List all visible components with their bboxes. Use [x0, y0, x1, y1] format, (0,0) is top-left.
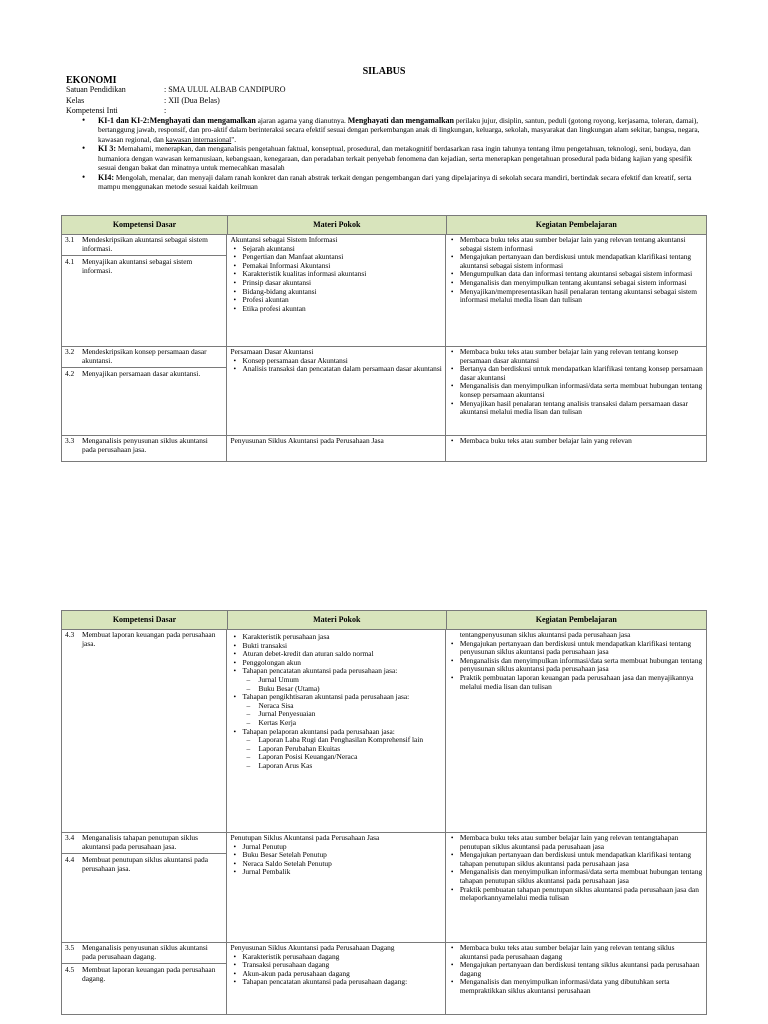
- meta-value: :: [164, 106, 167, 115]
- list-item: • Mengumpulkan data dan informasi tentang akuntansi sebagai sistem informasi: [449, 270, 703, 279]
- sub-list-item: – Kertas Kerja: [230, 719, 441, 728]
- ki3-head: KI 3:: [98, 144, 116, 154]
- list-item: • Mengajukan pertanyaan dan berdiskusi untuk mendapatkan klarifikasi tentang tahapan penutupan siklus akuntansi pada perusahaan jasa: [449, 851, 703, 868]
- kd-number: 4.1: [65, 257, 75, 267]
- page-title: SILABUS: [362, 66, 406, 77]
- meta-value: : XII (Dua Belas): [164, 95, 220, 105]
- kd-number: 4.5: [65, 965, 75, 975]
- kd-text: Mendeskripsikan akuntansi sebagai sistem informasi.: [82, 235, 208, 253]
- list-item: • Bidang-bidang akuntansi: [230, 288, 441, 297]
- sub-list-item: – Buku Besar (Utama): [230, 685, 441, 694]
- list-item: [230, 693, 441, 727]
- meta-key: Kompetensi Inti: [66, 106, 118, 115]
- materi-cell: [227, 436, 445, 461]
- kegiatan-list: [449, 236, 703, 305]
- table-row: [61, 436, 707, 462]
- kd-text: Menganalisis penyusunan siklus akuntansi pada perusahaan jasa.: [82, 436, 208, 454]
- kegiatan-list: [449, 348, 703, 417]
- materi-list: [230, 357, 441, 374]
- materi-title: Penyusunan Siklus Akuntansi pada Perusahaan Dagang: [230, 943, 395, 952]
- sub-list-item: – Neraca Sisa: [230, 702, 441, 711]
- list-item: • Karakteristik perusahaan dagang: [230, 953, 441, 962]
- list-item: [230, 667, 441, 693]
- kd-cell: [62, 833, 227, 942]
- sub-list-item: – Laporan Arus Kas: [230, 762, 441, 771]
- table-row: [61, 347, 707, 436]
- kd-text: Membuat penutupan siklus akuntansi pada perusahaan jasa.: [82, 855, 209, 873]
- list-item: • Karakteristik kualitas informasi akuntansi: [230, 270, 441, 279]
- list-item: • Buku Besar Setelah Penutup: [230, 851, 441, 860]
- list-item: • Penggolongan akun: [230, 659, 441, 668]
- kd-text: Menyajikan akuntansi sebagai sistem informasi.: [82, 257, 193, 275]
- list-item: • Membaca buku teks atau sumber belajar lain yang relevan: [449, 437, 703, 446]
- header-kompetensi-dasar: Kompetensi Dasar: [62, 216, 228, 234]
- kd-number: 3.3: [65, 436, 75, 445]
- kd-number: 3.1: [65, 235, 75, 244]
- ki12-text-2: perilaku jujur, disiplin, santun, peduli (gotong royong, kerjasama, toleran, damai), bertanggung jawab, responsif, dan pro-aktif dalam berinteraksi secara efektif sesuai dengan perkembangan anak di lingkungan, keluarga, sekolah, masyarakat dan lingkungan alam sekitar, bangsa, negara, kawasan regional, dan: [98, 116, 700, 144]
- kd-item: [62, 367, 226, 381]
- kd-text: Menganalisis penyusunan siklus akuntansi pada perusahaan dagang.: [82, 943, 208, 961]
- kd-item: [65, 437, 223, 456]
- kd-text: Menganalisis tahapan penutupan siklus akuntansi pada perusahaan jasa.: [82, 833, 198, 851]
- subject-heading: EKONOMI: [66, 75, 117, 86]
- list-item: • Konsep persamaan dasar Akuntansi: [230, 357, 441, 366]
- list-item: • Menganalisis dan menyimpulkan informasi/data serta membuat hubungan tentang penyusunan siklus akuntansi pada perusahaan jasa: [449, 657, 703, 674]
- list-item: • Mengajukan pertanyaan dan berdiskusi untuk mendapatkan klarifikasi tentang akuntansi sebagai sistem informasi: [449, 253, 703, 270]
- list-item: • Menganalisis dan menyimpulkan informasi/data serta membuat hubungan tentang konsep persamaan akuntansi: [449, 382, 703, 399]
- list-item: • Menganalisis dan menyimpulkan tentang akuntansi sebagai sistem informasi: [449, 279, 703, 288]
- materi-cell: [227, 943, 445, 1014]
- kd-item: [65, 236, 223, 255]
- ki12-bold-2: Menghayati dan mengamalkan: [347, 116, 454, 125]
- list-item: • Mengajukan pertanyaan dan berdiskusi tentang siklus akuntansi pada perusahaan dagang: [449, 961, 703, 978]
- kd-item: [65, 631, 223, 650]
- kegiatan-list: [449, 437, 703, 446]
- materi-cell: [227, 630, 445, 832]
- kegiatan-cell: [446, 833, 706, 942]
- list-item: • Analisis transaksi dan pencatatan dalam persamaan dasar akuntansi: [230, 365, 441, 374]
- header-materi-pokok: Materi Pokok: [228, 611, 447, 629]
- table-row: [61, 943, 707, 1015]
- kegiatan-list: [449, 834, 703, 903]
- sub-list-item: – Laporan Posisi Keuangan/Neraca: [230, 753, 441, 762]
- ki4-text: Mengolah, menalar, dan menyaji dalam ranah konkret dan ranah abstrak terkait dengan pengembangan dari yang dipelajarinya di sekolah secara mandiri, bertindak secara efektif dan kreatif, serta mampu menggunakan metode sesuai kaidah keilmuan: [98, 172, 692, 192]
- kd-cell: [62, 943, 227, 1014]
- list-item: • Neraca Saldo Setelah Penutup: [230, 860, 441, 869]
- kd-number: 3.4: [65, 833, 75, 842]
- list-item: • Menyajikan/mempresentasikan hasil penalaran tentang akuntansi sebagai sistem informasi melalui media lisan dan tulisan: [449, 288, 703, 305]
- kd-cell: [62, 436, 227, 461]
- list-item: • Menyajikan hasil penalaran tentang analisis transaksi dalam persamaan dasar akuntansi melalui media lisan dan tulisan: [449, 400, 703, 417]
- ki12-head: KI-1 dan KI-2:: [98, 116, 150, 125]
- kegiatan-cell: [446, 235, 706, 346]
- ki12-item: [80, 116, 710, 144]
- list-item: • Pengertian dan Manfaat akuntansi: [230, 253, 441, 262]
- kd-item: [65, 834, 223, 853]
- syllabus-table-1: [61, 215, 707, 462]
- kd-cell: [62, 235, 227, 346]
- kd-number: 4.2: [65, 369, 75, 379]
- header-kegiatan: Kegiatan Pembelajaran: [535, 220, 617, 229]
- materi-title: Akuntansi sebagai Sistem Informasi: [230, 235, 338, 244]
- list-item-text: Tahapan pelaporan akuntansi pada perusahaan jasa:: [242, 726, 395, 736]
- list-item: • Membaca buku teks atau sumber belajar lain yang relevan tentang siklus akuntansi pada perusahaan dagang: [449, 944, 703, 961]
- kd-item: [62, 255, 226, 277]
- ki12-bold-1: Menghayati dan mengamalkan: [149, 116, 256, 125]
- ki3-item: [80, 144, 710, 172]
- meta-row-class: [66, 96, 220, 106]
- header-materi-pokok: Materi Pokok: [228, 216, 447, 234]
- kegiatan-cell: [446, 630, 706, 832]
- sub-list-item: – Jurnal Umum: [230, 676, 441, 685]
- kd-item: [62, 853, 226, 875]
- list-item: • Etika profesi akuntan: [230, 305, 441, 314]
- materi-title: Persamaan Dasar Akuntansi: [230, 347, 314, 356]
- list-item: • Pemakai Informasi Akuntansi: [230, 262, 441, 271]
- list-item: [230, 728, 441, 771]
- list-item: • Menganalisis dan menyimpulkan informasi/data yang dibutuhkan serta mempraktikkan siklus akuntansi perusahaan: [449, 978, 703, 995]
- list-item: • Mengajukan pertanyaan dan berdiskusi untuk mendapatkan klarifikasi tentang penyusunan siklus akuntansi pada perusahaan jasa: [449, 640, 703, 657]
- materi-cell: [227, 235, 445, 346]
- materi-list: [230, 245, 441, 314]
- kd-item: [62, 963, 226, 985]
- list-item: • Praktik pembuatan tahapan penutupan siklus akuntansi pada perusahaan jasa dan melaporkannyamelalui media tulisan: [449, 886, 703, 903]
- kd-number: 4.3: [65, 630, 75, 639]
- table-row: [61, 235, 707, 347]
- ki12-text-1: ajaran agama yang dianutnya.: [255, 116, 348, 125]
- kd-cell: [62, 630, 227, 832]
- kd-cell: [62, 347, 227, 435]
- list-item: • Bertanya dan berdiskusi untuk mendapatkan klarifikasi tentang konsep persamaan dasar akuntansi: [449, 365, 703, 382]
- ki4-head: KI4:: [98, 172, 114, 182]
- ki12-end: ".: [231, 134, 237, 144]
- ki4-item: [80, 173, 710, 192]
- list-item: • Membaca buku teks atau sumber belajar lain yang relevan tentang konsep persamaan dasar akuntansi: [449, 348, 703, 365]
- list-item: • Aturan debet-kredit dan aturan saldo normal: [230, 650, 441, 659]
- list-item-text: Tahapan pencatatan akuntansi pada perusahaan jasa:: [242, 666, 398, 676]
- list-item: • Bukti transaksi: [230, 642, 441, 651]
- kd-text: Menyajikan persamaan dasar akuntansi.: [82, 369, 201, 379]
- table-header: [61, 215, 707, 235]
- kd-text: Membuat laporan keuangan pada perusahaan jasa.: [82, 630, 216, 648]
- list-item: • Profesi akuntan: [230, 296, 441, 305]
- materi-list: [230, 843, 441, 877]
- meta-value: : SMA ULUL ALBAB CANDIPURO: [164, 85, 286, 94]
- sub-list-item: – Laporan Perubahan Ekuitas: [230, 745, 441, 754]
- meta-key: Satuan Pendidikan: [66, 85, 126, 94]
- list-item: • Jurnal Pembalik: [230, 868, 441, 877]
- header-kegiatan: Kegiatan Pembelajaran: [535, 615, 617, 624]
- ki12-underlined: kawasan internasional: [165, 134, 232, 144]
- kd-item: [65, 944, 223, 963]
- kegiatan-list: [449, 640, 703, 692]
- sub-list: [230, 736, 441, 770]
- sub-list: [230, 702, 441, 728]
- header-kompetensi-dasar: Kompetensi Dasar: [62, 611, 228, 629]
- materi-cell: [227, 833, 445, 942]
- table-header: [61, 610, 707, 630]
- list-item: • Transaksi perusahaan dagang: [230, 961, 441, 970]
- list-item: • Akun-akun pada perusahaan dagang: [230, 970, 441, 979]
- kd-text: Membuat laporan keuangan pada perusahaan dagang.: [82, 965, 216, 983]
- materi-cell: [227, 347, 445, 435]
- meta-key: Kelas: [66, 95, 85, 105]
- sub-list: [230, 676, 441, 693]
- kegiatan-continued: tentangpenyusunan siklus akuntansi pada perusahaan jasa: [459, 630, 631, 639]
- kegiatan-cell: [446, 347, 706, 435]
- kegiatan-list: [449, 944, 703, 996]
- materi-title: Penyusunan Siklus Akuntansi pada Perusahaan Jasa: [230, 436, 384, 445]
- list-item: • Karakteristik perusahaan jasa: [230, 633, 441, 642]
- materi-list: [230, 633, 441, 771]
- list-item: • Sejarah akuntansi: [230, 245, 441, 254]
- list-item: • Membaca buku teks atau sumber belajar lain yang relevan tentangtahapan penutupan siklus akuntansi pada perusahaan jasa: [449, 834, 703, 851]
- table-row: [61, 833, 707, 943]
- list-item: • Menganalisis dan menyimpulkan informasi/data serta membuat hubungan tentang tahapan penutupan siklus akuntansi pada perusahaan jasa: [449, 868, 703, 885]
- sub-list-item: – Jurnal Penyesuaian: [230, 710, 441, 719]
- list-item: • Jurnal Penutup: [230, 843, 441, 852]
- ki3-text: Memahami, menerapkan, dan menganalisis pengetahuan faktual, konseptual, prosedural, dan metakognitif berdasarkan rasa ingin tahunya tentang ilmu pengetahuan, teknologi, seni, budaya, dan humaniora dengan wawasan kemanusiaan, kebangsaan, kenegaraan, dan peradaban terkait penyebab fenomena dan kejadian, serta menerapkan pengetahuan prosedural pada bidang kajian yang spesifik sesuai dengan bakat dan minatnya untuk memecahkan masalah: [98, 144, 693, 172]
- kd-number: 3.5: [65, 943, 75, 952]
- sub-list-item: – Laporan Laba Rugi dan Penghasilan Komprehensif lain: [230, 736, 441, 745]
- materi-list: [230, 953, 441, 987]
- meta-row-school: [66, 85, 286, 95]
- list-item: • Membaca buku teks atau sumber belajar lain yang relevan tentang akuntansi sebagai sistem informasi: [449, 236, 703, 253]
- materi-title: Penutupan Siklus Akuntansi pada Perusahaan Jasa: [230, 833, 380, 842]
- list-item: • Prinsip dasar akuntansi: [230, 279, 441, 288]
- list-item: • Tahapan pencatatan akuntansi pada perusahaan dagang:: [230, 978, 441, 987]
- kd-number: 3.2: [65, 347, 75, 356]
- table-row: [61, 630, 707, 833]
- kegiatan-cell: [446, 943, 706, 1014]
- core-competency-list: [80, 116, 710, 192]
- kd-number: 4.4: [65, 855, 75, 865]
- kegiatan-cell: [446, 436, 706, 461]
- list-item: • Praktik pembuatan laporan keuangan pada perusahaan jasa dan menyajikannya melalui media lisan dan tulisan: [449, 674, 703, 691]
- syllabus-table-2: [61, 610, 707, 1015]
- kd-text: Mendeskripsikan konsep persamaan dasar akuntansi.: [82, 347, 207, 365]
- kd-item: [65, 348, 223, 367]
- list-item-text: Tahapan pengikhtisaran akuntansi pada perusahaan jasa:: [242, 692, 410, 702]
